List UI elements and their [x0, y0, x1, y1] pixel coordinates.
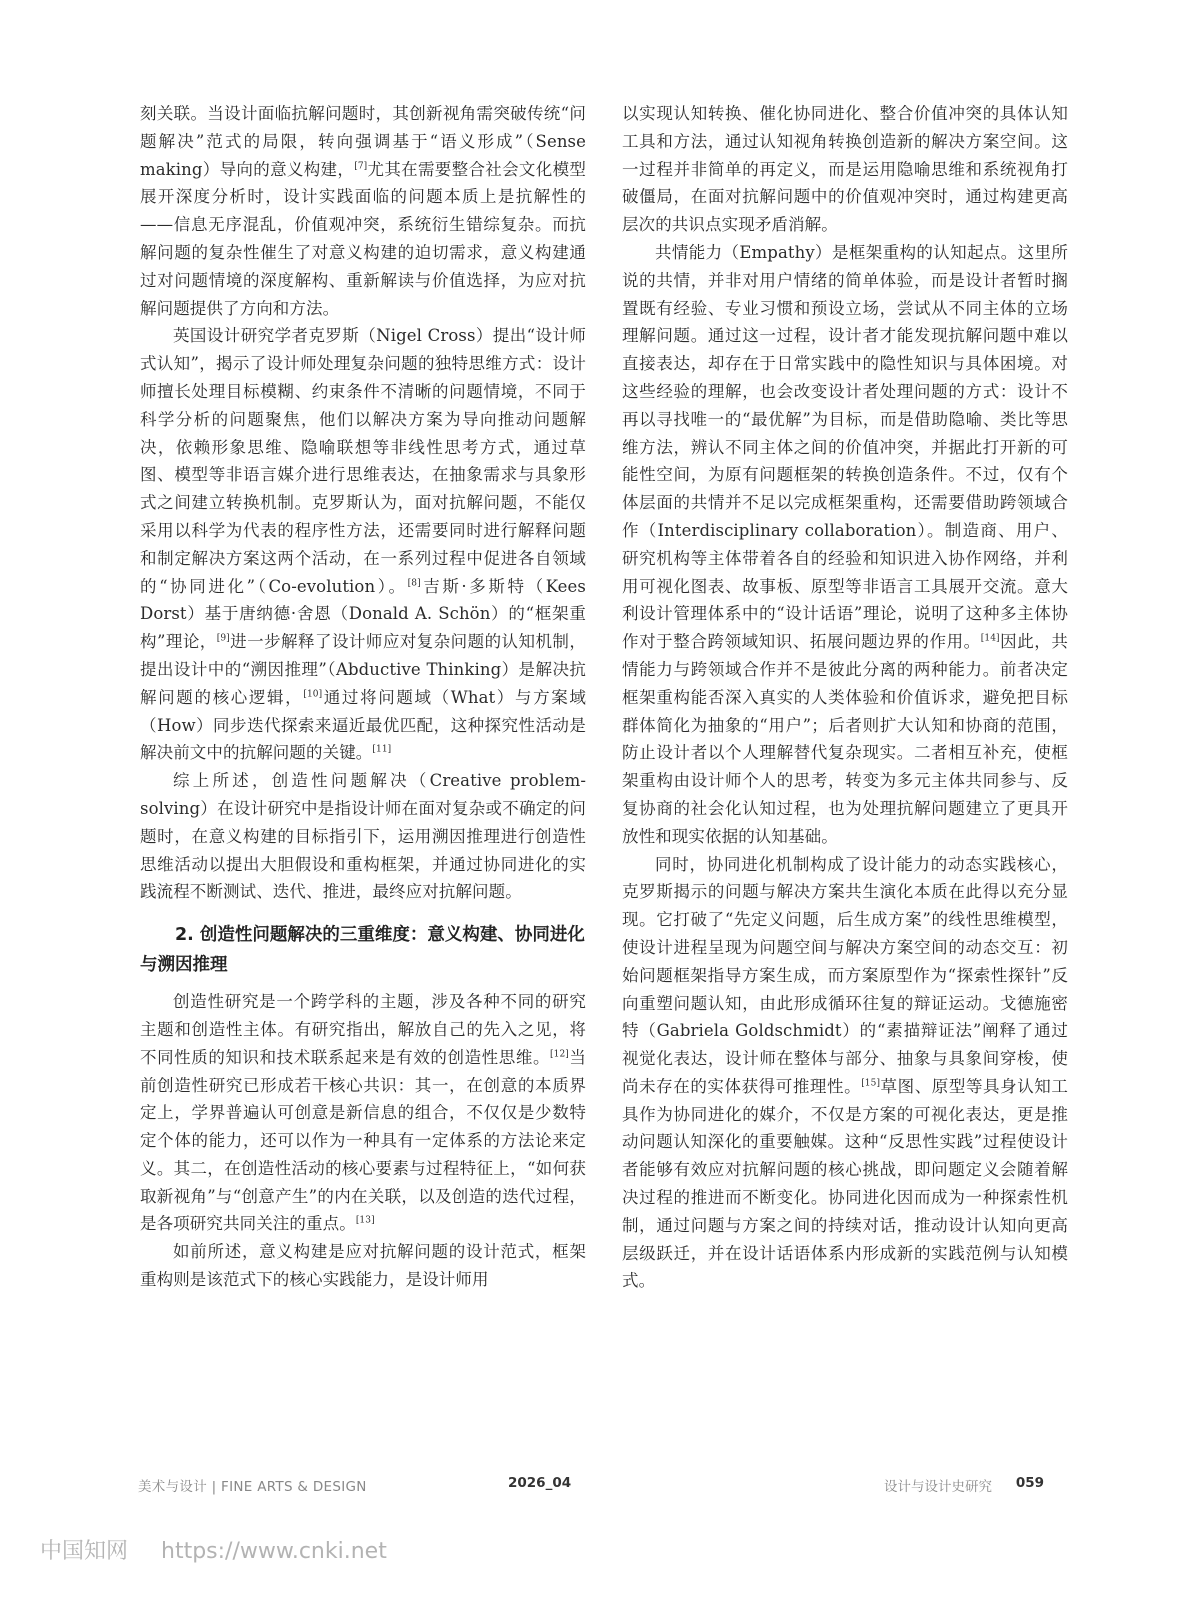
body-paragraph: 以实现认知转换、催化协同进化、整合价值冲突的具体认知工具和方法，通过认知视角转换创造新的解决方案空间。这一过程并非简单的再定义，而是运用隐喻思维和系统视角打破僵局，在面对抗解问题中的价值观冲突时，通过构建更高层次的共识点实现矛盾消解。	[622, 104, 1068, 235]
journal-name: 美术与设计 | FINE ARTS & DESIGN	[138, 1479, 367, 1495]
page-footer	[138, 1475, 1050, 1495]
cnki-watermark	[40, 1534, 387, 1565]
body-paragraph: 英国设计研究学者克罗斯（Nigel Cross）提出“设计师式认知”，揭示了设计师处理复杂问题的独特思维方式：设计师擅长处理目标模糊、约束条件不清晰的问题情境，不同于科学分析的问题聚焦，他们以解决方案为导向推动问题解决，依赖形象思维、隐喻联想等非线性思考方式，通过草图、模型等非语言媒介进行思维表达，在抽象需求与具象形式之间建立转换机制。克罗斯认为，面对抗解问题，不能仅采用以科学为代表的程序性方法，还需要同时进行解释问题和制定解决方案这两个活动，在一系列过程中促进各自领域的“协同进化”（Co-evolution）。[8]吉斯·多斯特（Kees Dorst）基于唐纳德·舍恩（Donald A. Schön）的“框架重构”理论，[9]进一步解释了设计师应对复杂问题的认知机制，提出设计中的“溯因推理”（Abductive Thinking）是解决抗解问题的核心逻辑，[10]通过将问题域（What）与方案域（How）同步迭代探索来逼近最优匹配，这种探究性活动是解决前文中的抗解问题的关键。[11]	[140, 326, 587, 763]
citation-marker: [14]	[980, 633, 1000, 644]
citation-marker: [10]	[303, 689, 323, 700]
watermark-brand: 中国知网	[40, 1539, 129, 1564]
watermark-url: https://www.cnki.net	[161, 1539, 387, 1564]
body-paragraph: 共情能力（Empathy）是框架重构的认知起点。这里所说的共情，并非对用户情绪的简单体验，而是设计者暂时搁置既有经验、专业习惯和预设立场，尝试从不同主体的立场理解问题。通过这一过程，设计者才能发现抗解问题中难以直接表达，却存在于日常实践中的隐性知识与具体困境。对这些经验的理解，也会改变设计者处理问题的方式：设计不再以寻找唯一的“最优解”为目标，而是借助隐喻、类比等思维方法，辨认不同主体之间的价值冲突，并据此打开新的可能性空间，为原有问题框架的转换创造条件。不过，仅有个体层面的共情并不足以完成框架重构，还需要借助跨领域合作（Interdisciplinary collaboration）。制造商、用户、研究机构等主体带着各自的经验和知识进入协作网络，并利用可视化图表、故事板、原型等非语言工具展开交流。意大利设计管理体系中的“设计话语”理论，说明了这种多主体协作对于整合跨领域知识、拓展问题边界的作用。[14]因此，共情能力与跨领域合作并不是彼此分离的两种能力。前者决定框架重构能否深入真实的人类体验和价值诉求，避免把目标群体简化为抽象的“用户”；后者则扩大认知和协商的范围，防止设计者以个人理解替代复杂现实。二者相互补充，使框架重构由设计师个人的思考，转变为多元主体共同参与、反复协商的社会化认知过程，也为处理抗解问题建立了更具开放性和现实依据的认知基础。	[622, 242, 1068, 846]
body-paragraph: 刻关联。当设计面临抗解问题时，其创新视角需突破传统“问题解决”范式的局限，转向强调基于“语义形成”（Sense making）导向的意义构建，[7]尤其在需要整合社会文化模型展开深度分析时，设计实践面临的问题本质上是抗解性的——信息无序混乱，价值观冲突，系统衍生错综复杂。而抗解问题的复杂性催生了对意义构建的迫切需求，意义构建通过对问题情境的深度解构、重新解读与价值选择，为应对抗解问题提供了方向和方法。	[140, 104, 586, 318]
citation-marker: [8]	[407, 578, 421, 589]
citation-marker: [12]	[550, 1049, 569, 1060]
body-paragraph: 同时，协同进化机制构成了设计能力的动态实践核心，克罗斯揭示的问题与解决方案共生演化本质在此得以充分显现。它打破了“先定义问题，后生成方案”的线性思维模型，使设计进程呈现为问题空间与解决方案空间的动态交互：初始问题框架指导方案生成，而方案原型作为“探索性探针”反向重塑问题认知，由此形成循环往复的辩证运动。戈德施密特（Gabriela Goldschmidt）的“素描辩证法”阐释了通过视觉化表达，设计师在整体与部分、抽象与具象间穿梭，使尚未存在的实体获得可推理性。[15]草图、原型等具身认知工具作为协同进化的媒介，不仅是方案的可视化表达，更是推动问题认知深化的重要触媒。这种“反思性实践”过程使设计者能够有效应对抗解问题的核心挑战，即问题定义会随着解决过程的推进而不断变化。协同进化因而成为一种探索性机制，通过问题与方案之间的持续对话，推动设计认知向更高层级跃迁，并在设计话语体系内形成新的实践范例与认知模式。	[622, 854, 1068, 1291]
right-column	[622, 100, 1068, 1295]
citation-marker: [11]	[372, 744, 392, 755]
section-title: 设计与设计史研究	[884, 1479, 992, 1495]
left-column	[140, 100, 586, 1294]
citation-marker: [13]	[355, 1215, 375, 1226]
body-paragraph: 创造性研究是一个跨学科的主题，涉及各种不同的研究主题和创造性主体。有研究指出，解放自己的先入之见，将不同性质的知识和技术联系起来是有效的创造性思维。[12]当前创造性研究已形成若干核心共识：其一，在创意的本质界定上，学界普遍认可创意是新信息的组合，不仅仅是少数特定个体的能力，还可以作为一种具有一定体系的方法论来定义。其二，在创造性活动的核心要素与过程特征上，“如何获取新视角”与“创意产生”的内在关联，以及创造的迭代过程，是各项研究共同关注的重点。[13]	[140, 992, 586, 1234]
citation-marker: [15]	[861, 1078, 881, 1089]
body-paragraph: 综上所述，创造性问题解决（Creative problem-solving）在设计研究中是指设计师在面对复杂或不确定的问题时，在意义构建的目标指引下，运用溯因推理进行创造性思维活动以提出大胆假设和重构框架，并通过协同进化的实践流程不断测试、迭代、推进，最终应对抗解问题。	[140, 771, 586, 902]
page-number: 059	[1015, 1475, 1044, 1491]
section-heading: 2. 创造性问题解决的三重维度：意义构建、协同进化与溯因推理	[140, 925, 585, 976]
citation-marker: [7]	[354, 161, 368, 172]
body-paragraph: 如前所述，意义构建是应对抗解问题的设计范式，框架重构则是该范式下的核心实践能力，是设计师用	[140, 1242, 586, 1290]
citation-marker: [9]	[216, 633, 230, 644]
issue-number: 2026_04	[508, 1475, 572, 1491]
